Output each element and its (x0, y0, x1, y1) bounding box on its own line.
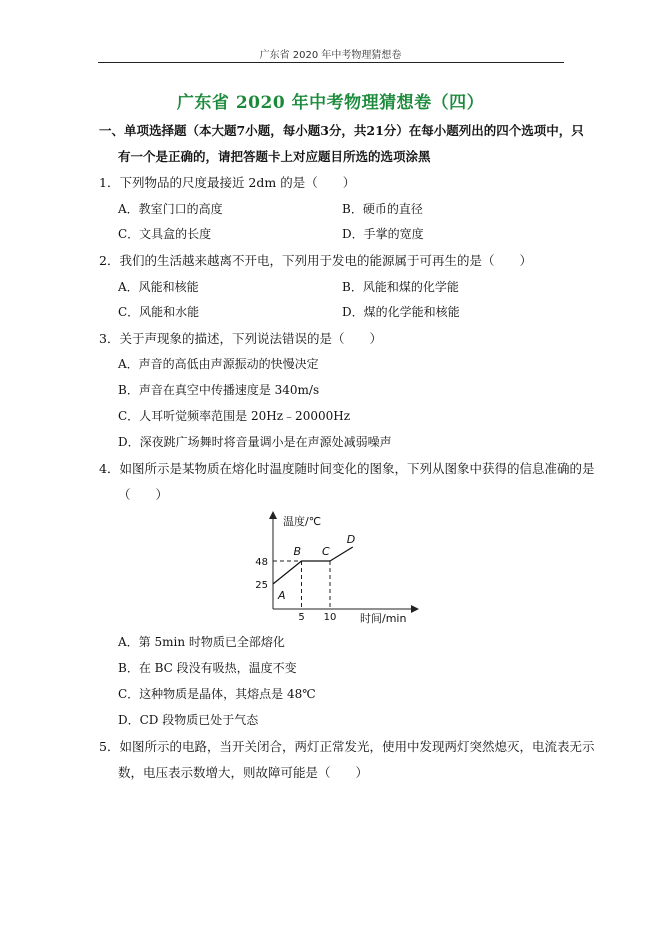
question-4-option-d: D．CD 段物质已处于气态 (118, 713, 259, 727)
x-axis-label: 时间/min (360, 612, 407, 625)
x-tick-label-5: 5 (298, 612, 305, 623)
point-label-a: A (278, 589, 286, 602)
melting-curve-chart (245, 505, 420, 625)
running-header: 广东省 2020 年中考物理猜想卷 (259, 50, 402, 61)
question-2-option-a: A．风能和核能 (118, 280, 199, 294)
question-2-option-b: B．风能和煤的化学能 (342, 280, 459, 294)
question-5-stem-line1: 5．如图所示的电路，当开关闭合，两灯正常发光，使用中发现两灯突然熄灭，电流表无示 (99, 739, 595, 754)
question-4-stem-line1: 4．如图所示是某物质在熔化时温度随时间变化的图象，下列从图象中获得的信息准确的是 (99, 461, 595, 476)
question-3-option-d: D．深夜跳广场舞时将音量调小是在声源处减弱噪声 (118, 435, 392, 449)
point-label-c: C (322, 545, 330, 558)
question-2-option-d: D．煤的化学能和核能 (342, 305, 460, 319)
question-1-option-b: B．硬币的直径 (342, 202, 423, 216)
question-2-stem: 2．我们的生活越来越离不开电，下列用于发电的能源属于可再生的是（ ） (99, 253, 532, 268)
curve-segment-ab (273, 561, 302, 584)
question-2-option-c: C．风能和水能 (118, 305, 200, 319)
question-1-option-a: A．教室门口的高度 (118, 202, 223, 216)
point-label-d: D (346, 533, 356, 546)
y-axis-label: 温度/℃ (283, 515, 322, 528)
page-title: 广东省 2020 年中考物理猜想卷（四） (176, 93, 485, 113)
section-heading-line1: 一、单项选择题（本大题7小题，每小题3分，共21分）在每小题列出的四个选项中，只 (99, 123, 584, 138)
y-tick-label-48: 48 (255, 557, 268, 568)
question-1-stem: 1．下列物品的尺度最接近 2dm 的是（ ） (99, 175, 356, 190)
question-1-option-c: C．文具盒的长度 (118, 227, 212, 241)
question-1-option-d: D．手掌的宽度 (342, 227, 424, 241)
x-tick-label-10: 10 (323, 612, 337, 623)
question-3-option-b: B．声音在真空中传播速度是 340m/s (118, 383, 320, 397)
curve-segment-cd (330, 547, 353, 561)
question-4-option-a: A．第 5min 时物质已全部熔化 (118, 635, 285, 649)
question-3-option-a: A．声音的高低由声源振动的快慢决定 (118, 357, 319, 371)
question-3-option-c: C．人耳听觉频率范围是 20Hz﹣20000Hz (118, 409, 351, 423)
question-5-stem-line2: 数，电压表示数增大，则故障可能是（ ） (118, 765, 369, 780)
question-3-stem: 3．关于声现象的描述，下列说法错误的是（ ） (99, 331, 382, 346)
question-4-stem-line2: （ ） (118, 487, 169, 502)
point-label-b: B (293, 545, 302, 558)
header-divider (98, 62, 564, 63)
section-heading-line2: 有一个是正确的，请把答题卡上对应题目所选的选项涂黑 (118, 149, 431, 164)
question-4-option-b: B．在 BC 段没有吸热，温度不变 (118, 661, 297, 675)
y-tick-label-25: 25 (255, 580, 268, 591)
question-4-option-c: C．这种物质是晶体，其熔点是 48℃ (118, 687, 316, 701)
